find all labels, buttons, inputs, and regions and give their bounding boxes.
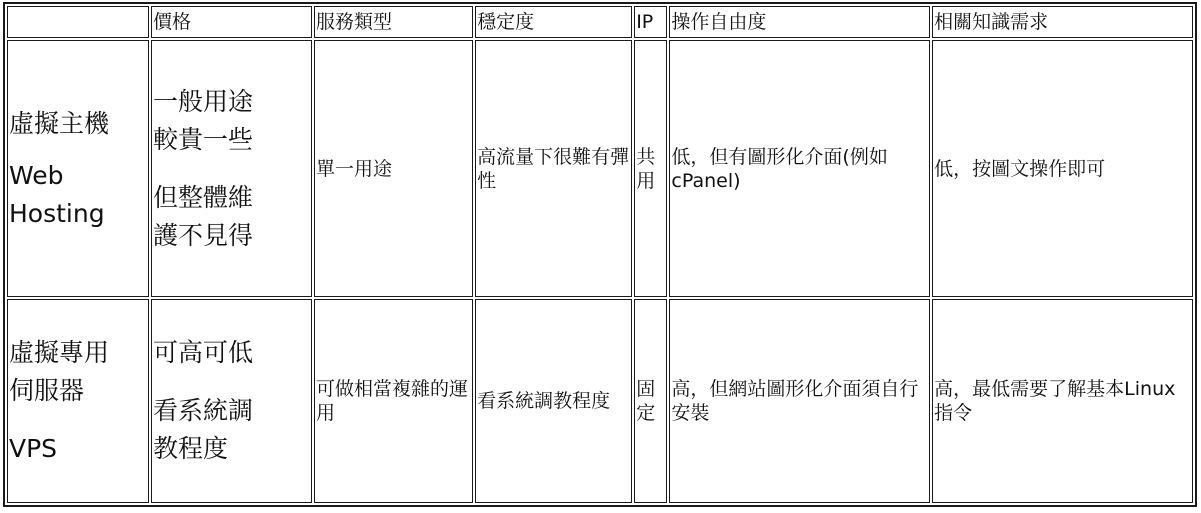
price-line: 但整體維 bbox=[152, 182, 253, 212]
ip-line: 定 bbox=[636, 402, 656, 424]
ip-line: 固 bbox=[636, 378, 656, 400]
price-line: 護不見得 bbox=[152, 220, 253, 250]
comparison-table bbox=[3, 2, 1197, 507]
header-cell-knowledge: 相關知識需求 bbox=[932, 6, 1193, 38]
ip-line: 用 bbox=[636, 169, 656, 192]
price-line: 看系統調 bbox=[152, 396, 253, 425]
cell-knowledge: 高，最低需要了解基本Linux指令 bbox=[932, 299, 1193, 503]
cell-freedom: 低，但有圖形化介面(例如cPanel) bbox=[669, 40, 930, 297]
cell-price bbox=[151, 299, 312, 503]
header-cell-corner bbox=[7, 6, 149, 38]
price-line: 教程度 bbox=[152, 434, 228, 463]
name-line: VPS bbox=[9, 434, 58, 463]
price-line: 較貴一些 bbox=[152, 124, 253, 154]
table-row-vps bbox=[7, 299, 1193, 503]
name-line: Hosting bbox=[9, 198, 105, 228]
cell-freedom: 高，但網站圖形化介面須自行安裝 bbox=[669, 299, 930, 503]
cell-name bbox=[7, 299, 149, 503]
name-line: Web bbox=[9, 160, 64, 190]
cell-knowledge: 低，按圖文操作即可 bbox=[932, 40, 1193, 297]
cell-ip bbox=[634, 40, 667, 297]
cell-service-type: 可做相當複雜的運用 bbox=[314, 299, 473, 503]
ip-line: 共 bbox=[636, 145, 656, 168]
cell-stability: 看系統調教程度 bbox=[475, 299, 632, 503]
header-cell-price: 價格 bbox=[151, 6, 312, 38]
header-row bbox=[7, 6, 1193, 38]
cell-stability: 高流量下很難有彈性 bbox=[475, 40, 632, 297]
price-line: 可高可低 bbox=[152, 338, 253, 367]
header-cell-service-type: 服務類型 bbox=[314, 6, 473, 38]
cell-name bbox=[7, 40, 149, 297]
price-line: 一般用途 bbox=[152, 86, 253, 116]
name-line: 虛擬主機 bbox=[9, 108, 110, 138]
cell-price bbox=[151, 40, 312, 297]
table-row-web-hosting bbox=[7, 40, 1193, 297]
cell-service-type: 單一用途 bbox=[314, 40, 473, 297]
header-cell-freedom: 操作自由度 bbox=[669, 6, 930, 38]
header-cell-stability: 穩定度 bbox=[475, 6, 632, 38]
header-cell-ip: IP bbox=[634, 6, 667, 38]
name-line: 虛擬專用 bbox=[9, 338, 110, 367]
name-line: 伺服器 bbox=[9, 376, 85, 405]
cell-ip bbox=[634, 299, 667, 503]
